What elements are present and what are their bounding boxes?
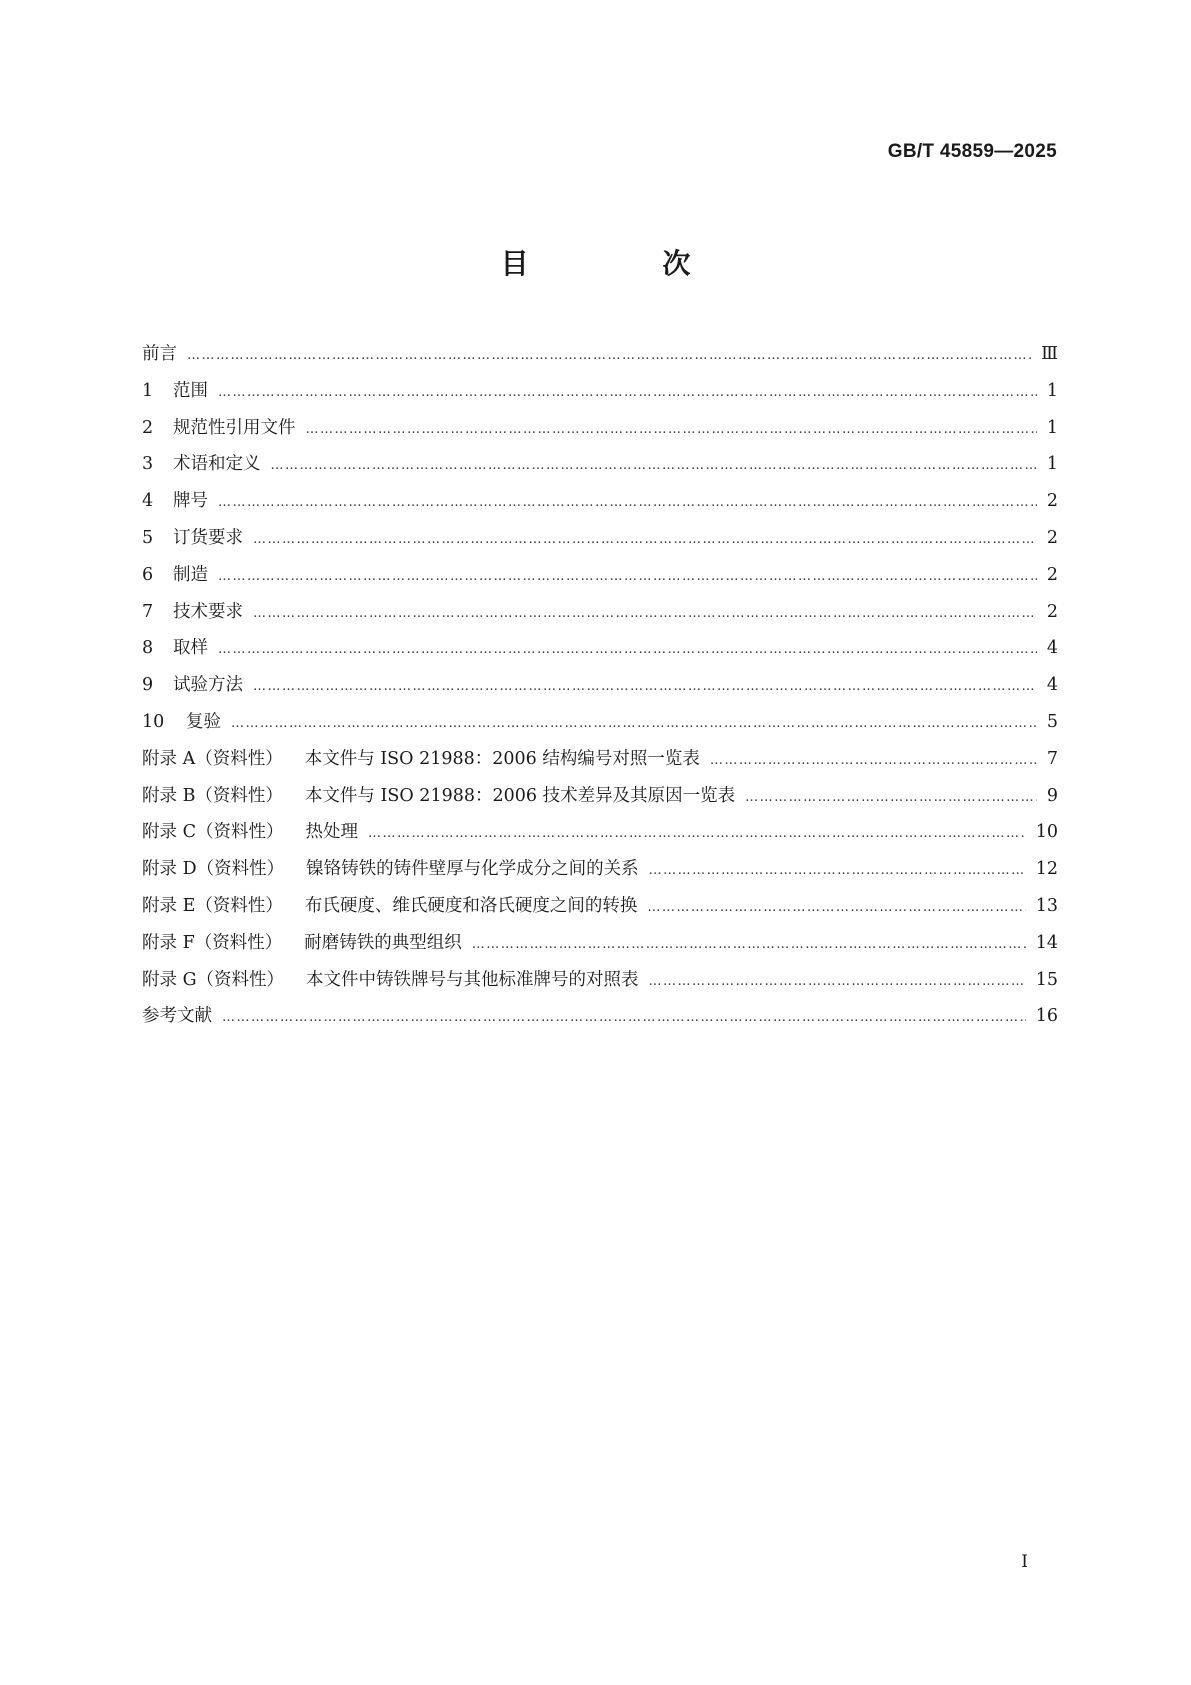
toc-entry-appendix-label: 附录 E（资料性）	[142, 895, 283, 916]
toc-entry[interactable]	[142, 377, 1058, 414]
toc-entry-number: 2	[142, 417, 154, 438]
toc-entry-page: 7	[1046, 748, 1058, 769]
toc-entry[interactable]	[142, 340, 1058, 377]
toc-entry-page: Ⅲ	[1041, 344, 1058, 364]
toc-entry[interactable]	[142, 487, 1058, 524]
toc-entry-number: 8	[142, 638, 154, 659]
toc-entry-title: 术语和定义	[173, 454, 261, 475]
toc-entry-number: 6	[142, 564, 154, 585]
toc-dot-leader	[253, 532, 1037, 547]
toc-entry-title: 规范性引用文件	[173, 417, 296, 438]
toc-entry[interactable]	[142, 450, 1058, 487]
toc-dot-leader	[218, 495, 1037, 510]
toc-entry-number: 5	[142, 527, 154, 548]
standard-number: GB/T 45859—2025	[887, 141, 1057, 162]
toc-entry-title: 镍铬铸铁的铸件壁厚与化学成分之间的关系	[306, 859, 639, 880]
toc-entry-appendix-label: 附录 F（资料性）	[142, 932, 283, 953]
toc-entry[interactable]	[142, 524, 1058, 561]
toc-dot-leader	[231, 716, 1037, 731]
toc-entry[interactable]	[142, 745, 1058, 782]
toc-entry-page: 5	[1046, 711, 1058, 732]
toc-entry[interactable]	[142, 818, 1058, 855]
toc-entry-title: 本文件与 ISO 21988：2006 技术差异及其原因一览表	[304, 785, 736, 806]
toc-entry-page: 2	[1046, 491, 1058, 512]
toc-entry-title: 制造	[173, 564, 208, 585]
toc-entry-title: 本文件中铸铁牌号与其他标准牌号的对照表	[306, 969, 639, 990]
toc-entry-appendix-label: 附录 C（资料性）	[142, 822, 284, 843]
toc-entry-title: 耐磨铸铁的典型组织	[304, 932, 462, 953]
toc-dot-leader	[649, 974, 1026, 989]
toc-entry-page: 4	[1046, 675, 1058, 696]
toc-entry-title: 牌号	[173, 491, 208, 512]
toc-entry-number: 1	[142, 380, 154, 401]
toc-entry-page: 10	[1035, 822, 1058, 843]
toc-entry-title: 试验方法	[173, 675, 243, 696]
toc-dot-leader	[745, 790, 1037, 805]
toc-entry[interactable]	[142, 892, 1058, 929]
toc-entry-page: 1	[1046, 380, 1058, 401]
toc-entry-number: 4	[142, 491, 154, 512]
toc-entry[interactable]	[142, 1002, 1058, 1039]
toc-entry-page: 2	[1046, 601, 1058, 622]
toc-entry-title: 技术要求	[173, 601, 243, 622]
toc-entry[interactable]	[142, 598, 1058, 635]
toc-dot-leader	[253, 679, 1037, 694]
toc-entry-page: 13	[1035, 895, 1058, 916]
toc-entry-title: 前言	[142, 344, 177, 364]
page-title: 目 次	[500, 247, 753, 280]
toc-entry-page: 2	[1046, 564, 1058, 585]
toc-entry-page: 9	[1046, 785, 1058, 806]
toc-entry-appendix-label: 附录 B（资料性）	[142, 785, 283, 806]
toc-entry-page: 1	[1046, 454, 1058, 475]
page-number: I	[1021, 1552, 1028, 1572]
toc-dot-leader	[218, 385, 1037, 400]
toc-entry-title: 本文件与 ISO 21988：2006 结构编号对照一览表	[304, 748, 700, 769]
toc-entry-appendix-label: 附录 A（资料性）	[142, 748, 283, 769]
toc-entry-title: 布氏硬度、维氏硬度和洛氏硬度之间的转换	[304, 895, 638, 916]
toc-entry[interactable]	[142, 671, 1058, 708]
toc-dot-leader	[218, 642, 1037, 657]
toc-entry-page: 15	[1035, 969, 1058, 990]
toc-entry-number: 7	[142, 601, 154, 622]
toc-entry-page: 16	[1035, 1006, 1058, 1027]
toc-dot-leader	[187, 348, 1031, 363]
toc-entry-title: 参考文献	[142, 1006, 212, 1027]
toc-entry[interactable]	[142, 782, 1058, 819]
toc-entry-page: 4	[1046, 638, 1058, 659]
toc-dot-leader	[472, 937, 1026, 952]
toc-entry[interactable]	[142, 561, 1058, 598]
toc-entry[interactable]	[142, 708, 1058, 745]
toc-dot-leader	[306, 422, 1037, 437]
toc-entry-page: 14	[1035, 932, 1058, 953]
toc-entry-appendix-label: 附录 D（资料性）	[142, 859, 285, 880]
toc-dot-leader	[271, 458, 1037, 473]
toc-dot-leader	[222, 1010, 1026, 1025]
toc-entry-number: 3	[142, 454, 154, 475]
table-of-contents	[142, 340, 1058, 1039]
toc-entry-title: 取样	[173, 638, 208, 659]
toc-entry-number: 10	[142, 711, 165, 732]
toc-entry[interactable]	[142, 634, 1058, 671]
toc-entry-page: 12	[1035, 859, 1058, 880]
toc-dot-leader	[647, 900, 1025, 915]
toc-entry[interactable]	[142, 929, 1058, 966]
toc-entry-number: 9	[142, 675, 154, 696]
toc-entry-appendix-label: 附录 G（资料性）	[142, 969, 285, 990]
toc-dot-leader	[368, 826, 1026, 841]
toc-entry-page: 2	[1046, 527, 1058, 548]
toc-entry[interactable]	[142, 966, 1058, 1003]
toc-entry-title: 复验	[186, 711, 221, 732]
toc-entry-page: 1	[1046, 417, 1058, 438]
toc-entry-title: 订货要求	[173, 527, 243, 548]
toc-dot-leader	[253, 606, 1037, 621]
toc-entry[interactable]	[142, 855, 1058, 892]
toc-dot-leader	[218, 569, 1037, 584]
toc-entry-title: 热处理	[305, 822, 358, 843]
toc-dot-leader	[649, 863, 1026, 878]
toc-entry[interactable]	[142, 414, 1058, 451]
toc-entry-title: 范围	[173, 380, 208, 401]
toc-dot-leader	[710, 753, 1037, 768]
